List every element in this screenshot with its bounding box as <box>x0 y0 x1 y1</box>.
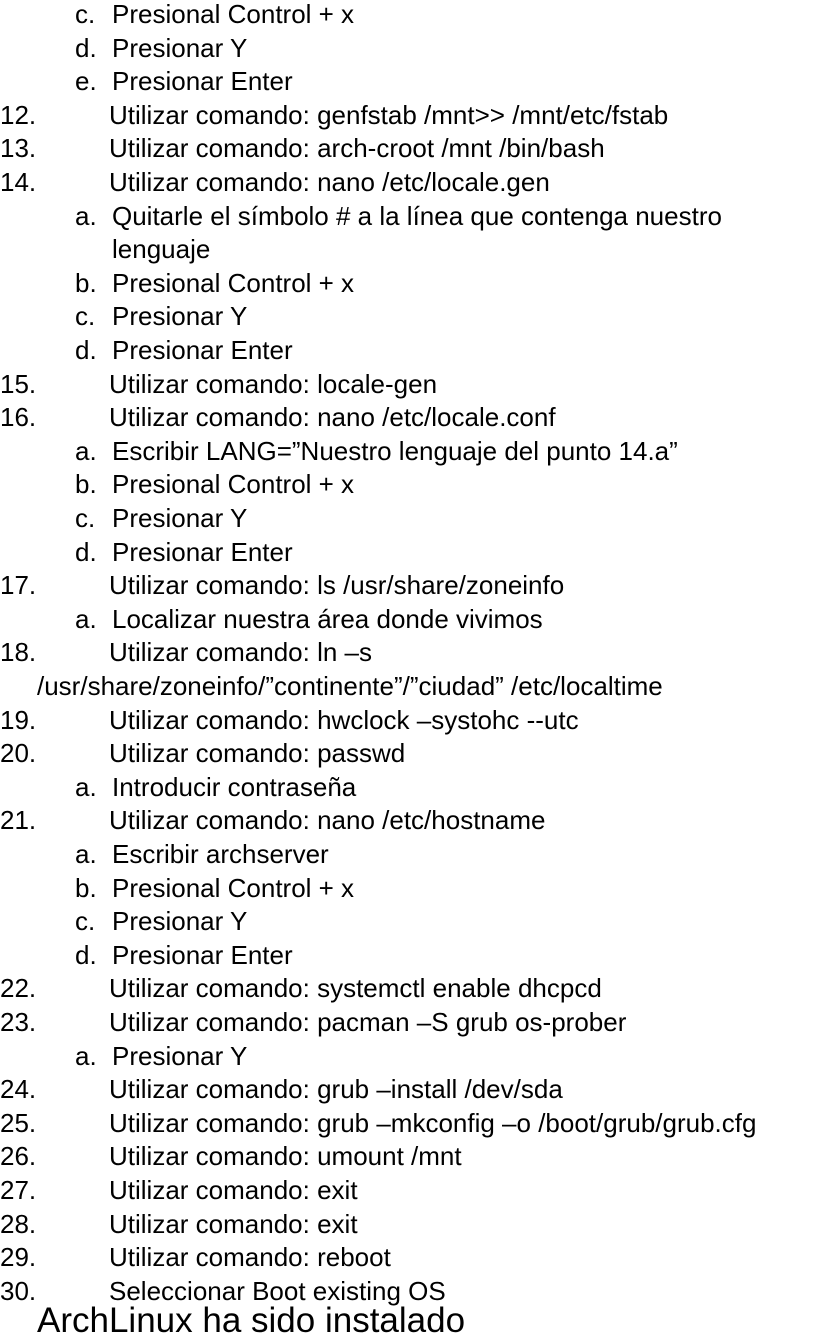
sub-step-text: Localizar nuestra área donde vivimos <box>112 603 543 634</box>
step-number: 21. <box>0 805 37 836</box>
sub-step-letter: a. <box>75 771 97 802</box>
sub-step-text: Escribir LANG=”Nuestro lenguaje del punto 14.a” <box>112 435 678 466</box>
step-number: 14. <box>0 167 37 197</box>
sub-step-letter: a. <box>75 435 97 466</box>
sub-step-letter: c. <box>75 0 96 29</box>
step-text: Utilizar comando: nano /etc/locale.gen <box>109 167 550 197</box>
sub-step-text: Presionar Enter <box>112 335 293 365</box>
step-number: 18. <box>0 637 37 668</box>
sub-step-letter: e. <box>75 66 97 97</box>
sub-step-letter: b. <box>75 469 97 500</box>
step-text: Utilizar comando: passwd <box>109 738 406 769</box>
step-text: Utilizar comando: exit <box>109 1175 358 1205</box>
sub-step-text: Presionar Y <box>112 32 248 63</box>
sub-step-letter: c. <box>75 301 96 332</box>
step-text: Utilizar comando: nano /etc/locale.conf <box>109 402 556 433</box>
final-statement: ArchLinux ha sido instalado <box>37 1301 466 1340</box>
step-number: 17. <box>0 570 37 601</box>
step-number: 15. <box>0 368 37 399</box>
sub-step-letter: a. <box>75 839 97 869</box>
step-text: Utilizar comando: hwclock –systohc --utc <box>109 704 579 735</box>
sub-step-letter: a. <box>75 200 97 231</box>
step-text: /usr/share/zoneinfo/”continente”/”ciudad” /etc/localtime <box>37 671 663 701</box>
sub-step-text: lenguaje <box>112 234 211 265</box>
sub-step-text: Escribir archserver <box>112 839 329 869</box>
step-number: 16. <box>0 402 37 433</box>
sub-step-text: Presionar Y <box>112 1040 248 1071</box>
step-text: Utilizar comando: reboot <box>109 1242 391 1273</box>
sub-step-text: Presionar Enter <box>112 939 293 970</box>
sub-step-text: Presionar Enter <box>112 536 293 567</box>
step-text: Utilizar comando: ln –s <box>109 637 372 668</box>
sub-step-text: Presional Control + x <box>112 469 355 500</box>
sub-step-letter: c. <box>75 906 96 937</box>
sub-step-text: Presionar Y <box>112 503 248 533</box>
sub-step-letter: d. <box>75 32 97 63</box>
step-text: Seleccionar Boot existing OS <box>109 1275 446 1306</box>
sub-step-letter: a. <box>75 1040 97 1071</box>
sub-step-letter: d. <box>75 335 97 365</box>
step-text: Utilizar comando: exit <box>109 1208 358 1239</box>
sub-step-text: Presional Control + x <box>112 872 355 903</box>
step-text: Utilizar comando: genfstab /mnt>> /mnt/etc/fstab <box>109 99 669 130</box>
sub-step-letter: a. <box>75 603 97 634</box>
sub-step-text: Quitarle el símbolo # a la línea que contenga nuestro <box>112 200 722 231</box>
step-number: 27. <box>0 1175 37 1205</box>
step-text: Utilizar comando: pacman –S grub os-prober <box>109 1007 627 1037</box>
step-text: Utilizar comando: systemctl enable dhcpcd <box>109 973 602 1004</box>
step-number: 29. <box>0 1242 37 1273</box>
sub-step-letter: d. <box>75 939 97 970</box>
step-text: Utilizar comando: nano /etc/hostname <box>109 805 546 836</box>
sub-step-letter: c. <box>75 503 96 533</box>
step-number: 23. <box>0 1007 37 1037</box>
step-number: 12. <box>0 99 37 130</box>
step-text: Utilizar comando: arch-croot /mnt /bin/bash <box>109 133 605 164</box>
step-number: 30. <box>0 1275 37 1306</box>
sub-step-text: Presional Control + x <box>112 267 355 298</box>
sub-step-text: Presionar Y <box>112 906 248 937</box>
step-number: 22. <box>0 973 37 1004</box>
sub-step-text: Presionar Enter <box>112 66 293 97</box>
sub-step-text: Introducir contraseña <box>112 771 357 802</box>
step-text: Utilizar comando: ls /usr/share/zoneinfo <box>109 570 565 601</box>
step-text: Utilizar comando: grub –mkconfig –o /boot/grub/grub.cfg <box>109 1107 757 1138</box>
sub-step-letter: b. <box>75 267 97 298</box>
step-text: Utilizar comando: locale-gen <box>109 368 438 399</box>
step-number: 26. <box>0 1141 37 1172</box>
sub-step-letter: d. <box>75 536 97 567</box>
sub-step-text: Presionar Y <box>112 301 248 332</box>
sub-step-text: Presional Control + x <box>112 0 355 29</box>
step-number: 19. <box>0 704 37 735</box>
sub-step-letter: b. <box>75 872 97 903</box>
step-number: 24. <box>0 1074 37 1105</box>
step-text: Utilizar comando: umount /mnt <box>109 1141 462 1172</box>
step-number: 20. <box>0 738 37 769</box>
step-number: 25. <box>0 1107 37 1138</box>
step-number: 13. <box>0 133 37 164</box>
step-text: Utilizar comando: grub –install /dev/sda <box>109 1074 563 1105</box>
step-number: 28. <box>0 1208 37 1239</box>
